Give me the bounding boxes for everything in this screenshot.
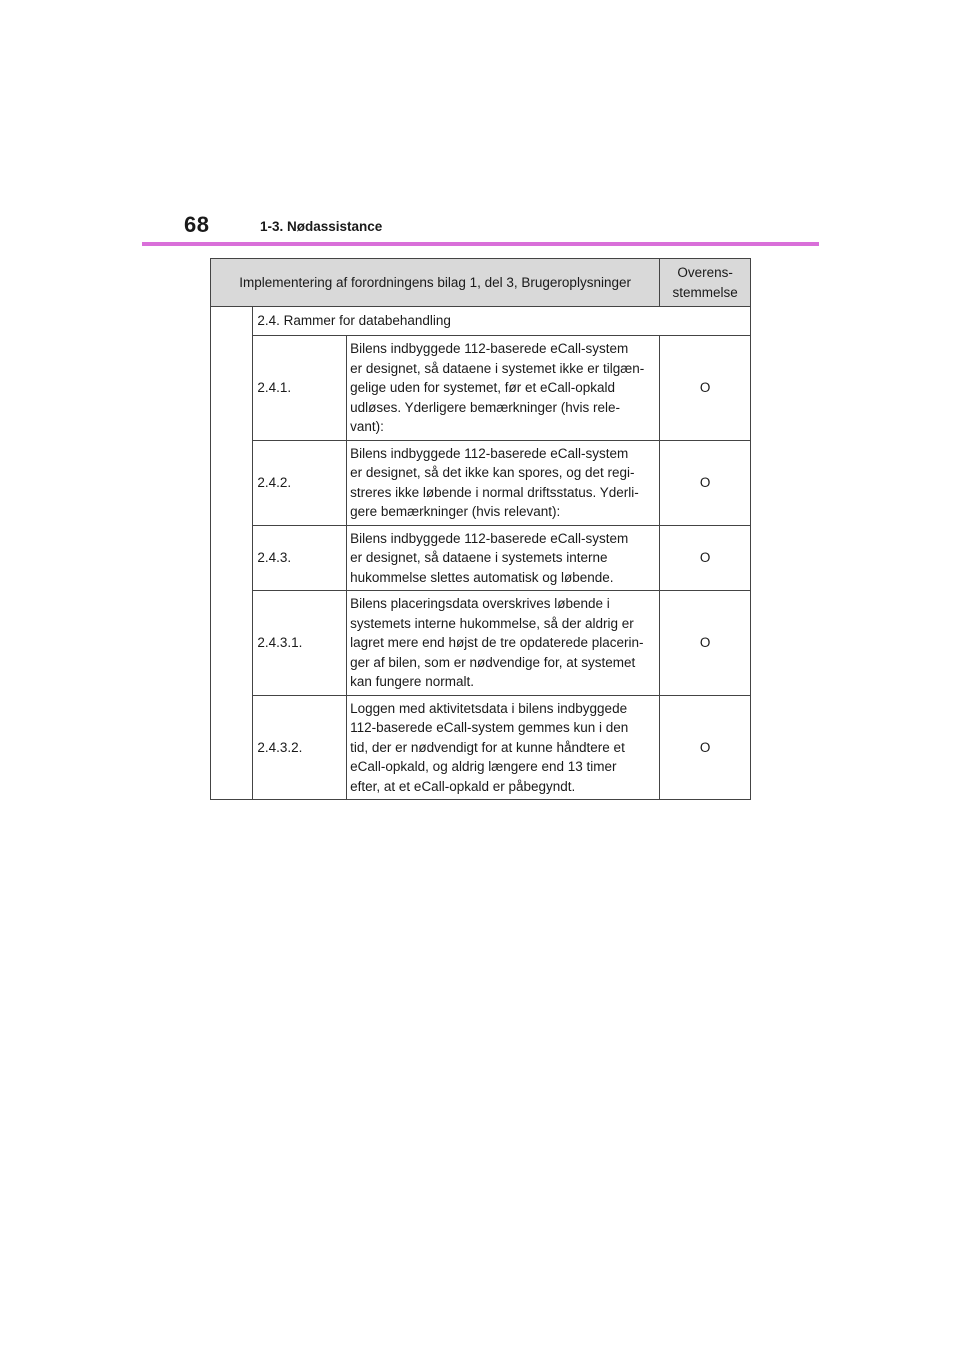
description-line: tid, der er nødvendigt for at kunne håndtere et <box>350 739 625 755</box>
description-line: hukommelse slettes automatisk og løbende. <box>350 569 614 585</box>
table-header-main: Implementering af forordningens bilag 1, del 3, Brugeroplysninger <box>211 259 660 307</box>
description-line: er designet, så dataene i systemet ikke er tilgæn- <box>350 360 645 376</box>
description-line: gere bemærkninger (hvis relevant): <box>350 504 561 519</box>
table-row <box>211 440 751 525</box>
description-line: Loggen med aktivitetsdata i bilens indbyggede <box>350 700 628 716</box>
description-line: Bilens placeringsdata overskrives løbende i <box>350 596 610 611</box>
description-line: gelige uden for systemet, før et eCall-opkald <box>350 380 616 395</box>
conformity-header-line: stemmelse <box>672 284 738 300</box>
description-line: kan fungere normalt. <box>350 674 474 689</box>
description-line: Bilens indbyggede 112-baserede eCall-system <box>350 341 629 356</box>
row-description <box>347 336 660 441</box>
row-conformity: O <box>660 525 751 591</box>
section-title: 1-3. Nødassistance <box>260 219 383 234</box>
table-header-row <box>211 259 751 307</box>
table-row <box>211 591 751 696</box>
description-line: systemets interne hukommelse, så der aldrig er <box>350 615 634 631</box>
row-description <box>347 525 660 591</box>
description-line: er designet, så det ikke kan spores, og det regi- <box>350 465 635 480</box>
row-conformity: O <box>660 336 751 441</box>
table-row <box>211 336 751 441</box>
table-row <box>211 695 751 800</box>
row-id: 2.4.3.1. <box>253 591 347 696</box>
table-header-conformity <box>660 259 751 307</box>
row-conformity: O <box>660 591 751 696</box>
group-title: 2.4. Rammer for databehandling <box>253 307 751 336</box>
description-line: eCall-opkald, og aldrig længere end 13 timer <box>350 759 617 774</box>
page-number: 68 <box>184 212 210 237</box>
description-line: streres ikke løbende i normal driftsstatus. Yderli- <box>350 484 639 500</box>
row-description <box>347 591 660 696</box>
description-line: efter, at et eCall-opkald er påbegyndt. <box>350 778 576 794</box>
table-row <box>211 525 751 591</box>
row-id: 2.4.2. <box>253 440 347 525</box>
row-conformity: O <box>660 440 751 525</box>
row-description <box>347 695 660 800</box>
description-line: lagret mere end højst de tre opdaterede placerin- <box>350 635 644 650</box>
row-id: 2.4.3. <box>253 525 347 591</box>
table-group-row <box>211 307 751 336</box>
description-line: 112-baserede eCall-system gemmes kun i den <box>350 720 629 735</box>
requirements-table <box>210 258 751 800</box>
description-line: er designet, så dataene i systemets interne <box>350 550 608 565</box>
row-id: 2.4.3.2. <box>253 695 347 800</box>
description-line: udløses. Yderligere bemærkninger (hvis rele- <box>350 399 621 415</box>
description-line: ger af bilen, som er nødvendige for, at systemet <box>350 654 636 670</box>
description-line: Bilens indbyggede 112-baserede eCall-system <box>350 530 629 546</box>
row-conformity: O <box>660 695 751 800</box>
description-line: Bilens indbyggede 112-baserede eCall-system <box>350 445 629 461</box>
conformity-header-line: Overens- <box>677 265 733 280</box>
row-id: 2.4.1. <box>253 336 347 441</box>
description-line: vant): <box>350 419 384 434</box>
header-rule <box>142 242 819 246</box>
indent-cell <box>211 307 253 800</box>
row-description <box>347 440 660 525</box>
